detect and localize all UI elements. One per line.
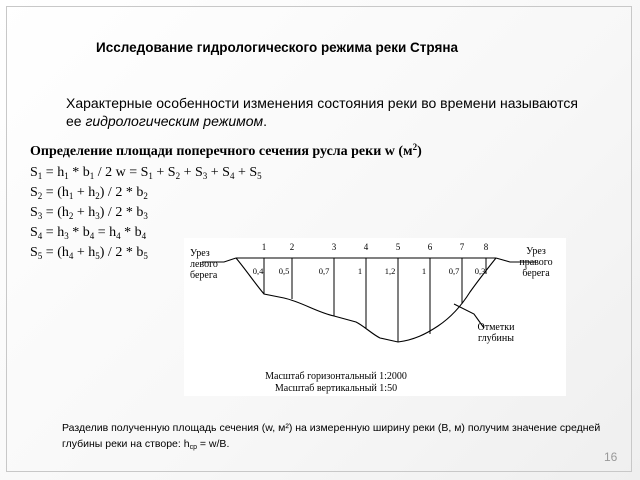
vertical-number: 7 [459, 242, 465, 252]
scale-horizontal-label: Масштаб горизонтальный 1:2000 [265, 371, 407, 382]
formula-line: $S_1 = h_1 * b_1 / 2$ $w = S_1 + S_2 + S_3 + S_4 + S_5$ [30, 165, 262, 181]
depth-marks-label: глубины [478, 333, 514, 344]
depth-value: 1,2 [384, 266, 396, 276]
right-bank-label: берега [522, 268, 550, 279]
formula-line: $S_2 = (h_1 + h_2) / 2 * b_2$ [30, 185, 148, 201]
depth-value: 0,3 [474, 266, 486, 276]
right-bank-label: правого [519, 257, 553, 268]
vertical-number: 1 [261, 242, 267, 252]
vertical-number: 5 [395, 242, 401, 252]
left-bank-label: левого [190, 259, 218, 270]
intro-end: . [263, 113, 267, 129]
depth-value: 1 [357, 266, 363, 276]
vertical-number: 2 [289, 242, 295, 252]
left-bank-label: берега [190, 270, 218, 281]
slide-title: Исследование гидрологического режима реки Стряна [96, 40, 458, 55]
cross-section-svg [184, 238, 566, 396]
formula-line: $S_5 = (h_4 + h_5) / 2 * b_5$ [30, 245, 148, 261]
depth-value: 0,7 [318, 266, 330, 276]
depth-value: 0,4 [252, 266, 264, 276]
page-number: 16 [604, 450, 618, 464]
depth-value: 0,5 [278, 266, 290, 276]
depth-value: 0,7 [448, 266, 460, 276]
left-bank-label: Урез [190, 248, 210, 259]
vertical-number: 6 [427, 242, 433, 252]
formula-line: $S_4 = h_3 * b_4 = h_4 * b_4$ [30, 225, 147, 241]
formula-header: Определение площади поперечного сечения русла реки w $(м^2)$ [30, 142, 422, 159]
intro-paragraph [66, 94, 586, 130]
formula-line: $S_3 = (h_2 + h_3) / 2 * b_3$ [30, 205, 148, 221]
right-bank-label: Урез [526, 246, 546, 257]
cross-section-diagram [184, 238, 566, 396]
vertical-number: 8 [483, 242, 489, 252]
depth-value: 1 [421, 266, 427, 276]
depth-marks-label: Отметки [477, 322, 515, 333]
bottom-note: Разделив полученную площадь сечения (w, м²) на измеренную ширину реки (В, м) получим значение средней глубины реки на створе: $h_{ср} = w/B$. [62, 422, 601, 451]
vertical-number: 3 [331, 242, 337, 252]
intro-emphasis: гидрологическим режимом [85, 113, 264, 129]
vertical-number: 4 [363, 242, 369, 252]
scale-vertical-label: Масштаб вертикальный 1:50 [274, 383, 398, 394]
intro-text: Характерные особенности изменения состояния реки во времени называются ее [66, 95, 578, 129]
